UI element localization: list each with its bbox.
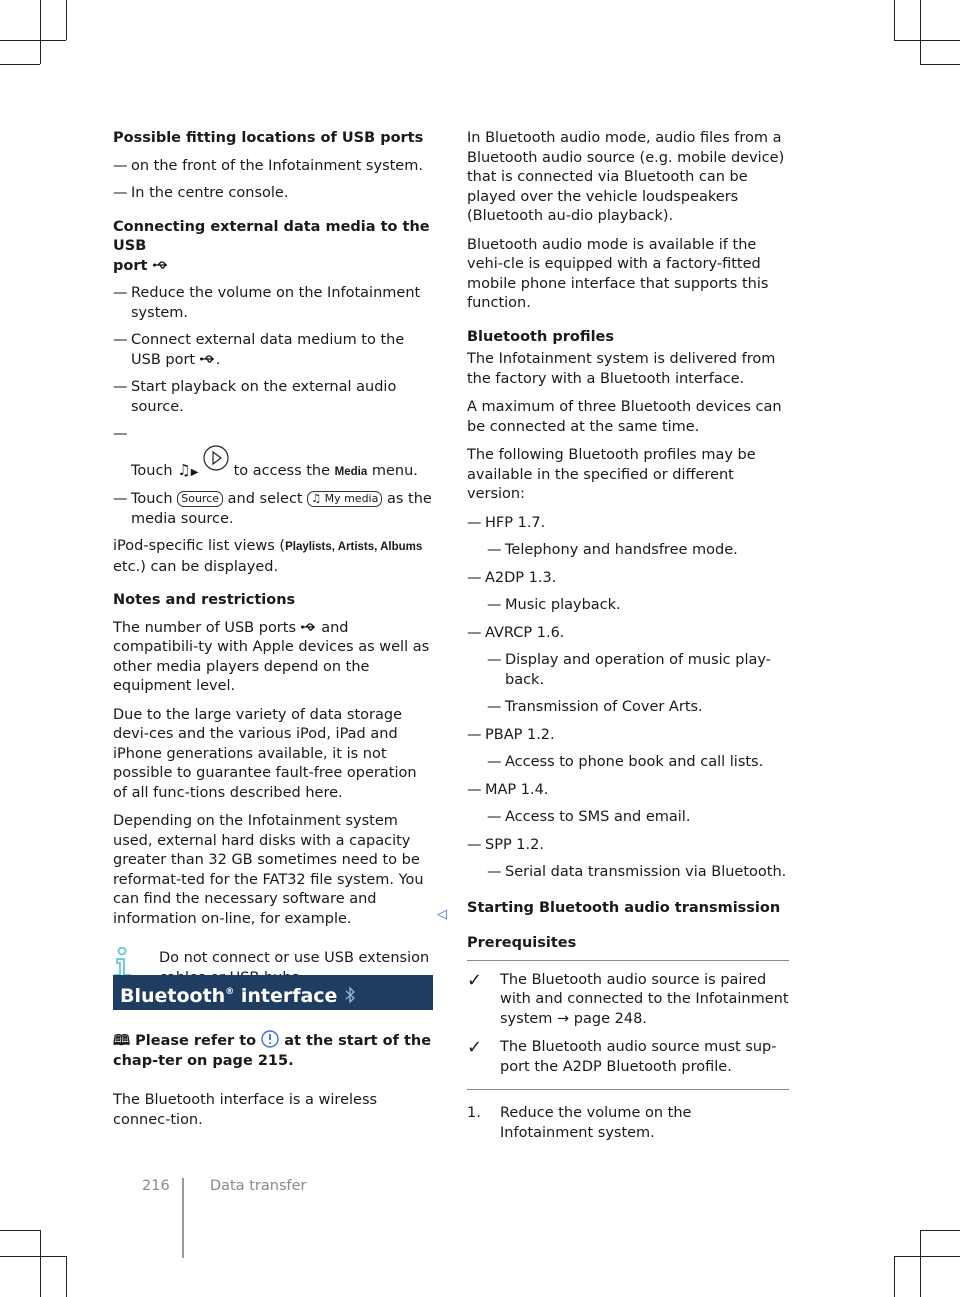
prerequisite-item: ✓ The Bluetooth audio source is paired with and connected to the Infotainment system → page 248. [467,971,789,1030]
music-note-icon: ♫ [311,492,322,505]
list-item: — Reduce the volume on the Infotainment system. [113,285,421,321]
reference-text: 🕮 Please refer to at the start of the chap-ter on page 215. [113,1030,435,1071]
crop-mark [920,0,921,64]
list-item: — Start playback on the external audio source. [113,379,397,415]
footer-section: Data transfer [210,1178,307,1194]
left-column-lower [113,1030,435,1139]
arrow-right-icon: ▶ [190,466,199,478]
crop-mark [894,1256,960,1257]
crop-mark [40,1230,41,1297]
book-icon: 🕮 [113,1033,131,1049]
source-button: Source [177,491,223,507]
list-item: — Music playback. [487,597,621,613]
section-banner: Bluetooth® interface [113,975,433,1010]
bluetooth-icon [344,986,356,1004]
list-item: — A2DP 1.3. [467,569,557,586]
crop-mark [894,1256,895,1297]
note-text: Do not connect or use USB extension [159,950,430,966]
paragraph: The Bluetooth interface is a wireless connec-tion. [113,1092,378,1128]
page-number: 216 [142,1178,170,1194]
list-item: — Access to SMS and email. [487,809,691,825]
play-circle-icon [203,445,229,471]
arrow-right-icon: → [557,1010,570,1027]
list-item: — Display and operation of music play-back. [487,652,771,688]
ipod-paragraph: iPod-specific list views (Playlists, Artists, Albums etc.) can be displayed. [113,538,423,575]
paragraph: A maximum of three Bluetooth devices can be connected at the same time. [467,399,782,435]
list-item: — MAP 1.4. [467,781,549,798]
crop-mark [0,64,40,65]
list-item: — PBAP 1.2. [467,726,555,743]
paragraph: Due to the large variety of data storage devi-ces and the various iPod, iPad and iPhone generations available, it is not possible to guarantee fault-free operation of all func-tions described here. [113,706,417,801]
check-icon: ✓ [467,1037,483,1058]
list-item: — In the centre console. [113,185,289,201]
list-item: — Serial data transmission via Bluetooth. [487,864,787,880]
usb-icon [301,622,317,632]
crop-mark [920,1230,921,1297]
my-media-button: ♫ My media [307,491,382,507]
heading-connect-usb: Connecting external data media to the USB port [113,218,430,274]
heading-start-bt-audio: Starting Bluetooth audio transmission [467,899,781,916]
divider [467,1089,789,1090]
step-item: 1. Reduce the volume on the Infotainment system. [467,1105,692,1141]
list-item: — Telephony and handsfree mode. [487,542,738,558]
paragraph: Bluetooth audio mode is available if the vehi-cle is equipped with a factory-fitted mobile phone interface that supports this function. [467,236,769,311]
crop-mark [0,1256,66,1257]
list-item: — Touch ♫▶ to access the Media menu. [113,426,418,479]
crop-mark [920,1230,960,1231]
crop-mark [40,0,41,64]
paragraph: The Infotainment system is delivered from the factory with a Bluetooth interface. [467,351,776,387]
list-item: — HFP 1.7. [467,514,546,531]
paragraph: The number of USB ports and compatibili-ty with Apple devices as well as other media players depend on the equipment level. [113,619,430,694]
crop-mark [0,1230,40,1231]
crop-mark [894,0,895,40]
list-item: — Transmission of Cover Arts. [487,699,703,715]
end-of-section-icon: ◁ [437,907,447,922]
divider [467,960,789,961]
crop-mark [66,0,67,40]
heading-prerequisites: Prerequisites [467,935,577,951]
prerequisite-item: ✓ The Bluetooth audio source must sup-port the A2DP Bluetooth profile. [467,1038,789,1077]
footer-divider [182,1178,184,1258]
list-item: — Connect external data medium to the USB port . [113,332,405,368]
heading-notes: Notes and restrictions [113,592,296,608]
paragraph: In Bluetooth audio mode, audio files from a Bluetooth audio source (e.g. mobile device) that is connected via Bluetooth can be played over the vehicle loudspeakers (Bluetooth au-dio playback). [467,130,785,224]
usb-icon [153,260,169,270]
warning-icon [261,1030,279,1048]
heading-bt-profiles: Bluetooth profiles [467,328,615,345]
crop-mark [0,40,66,41]
list-item: — Touch Source and select ♫ My media as the media source. [113,491,432,527]
check-icon: ✓ [467,969,483,991]
paragraph: The following Bluetooth profiles may be available in the specified or different version: [467,447,756,502]
left-column [113,129,435,988]
music-note-icon: ♫ [177,460,191,479]
crop-mark [66,1256,67,1297]
list-item: — on the front of the Infotainment system. [113,157,423,174]
right-column [467,129,789,1152]
usb-icon [200,354,216,364]
list-item: — AVRCP 1.6. [467,624,565,641]
list-item: — Access to phone book and call lists. [487,754,764,770]
crop-mark [920,64,960,65]
heading-usb-locations: Possible fitting locations of USB ports [113,130,424,146]
crop-mark [894,40,960,41]
list-item: — SPP 1.2. [467,836,544,853]
paragraph: Depending on the Infotainment system used, external hard disks with a capacity greater than 32 GB sometimes need to be reformat-ted for the FAT32 file system. You can find the necessary software and information on-line, for example. [113,813,424,927]
